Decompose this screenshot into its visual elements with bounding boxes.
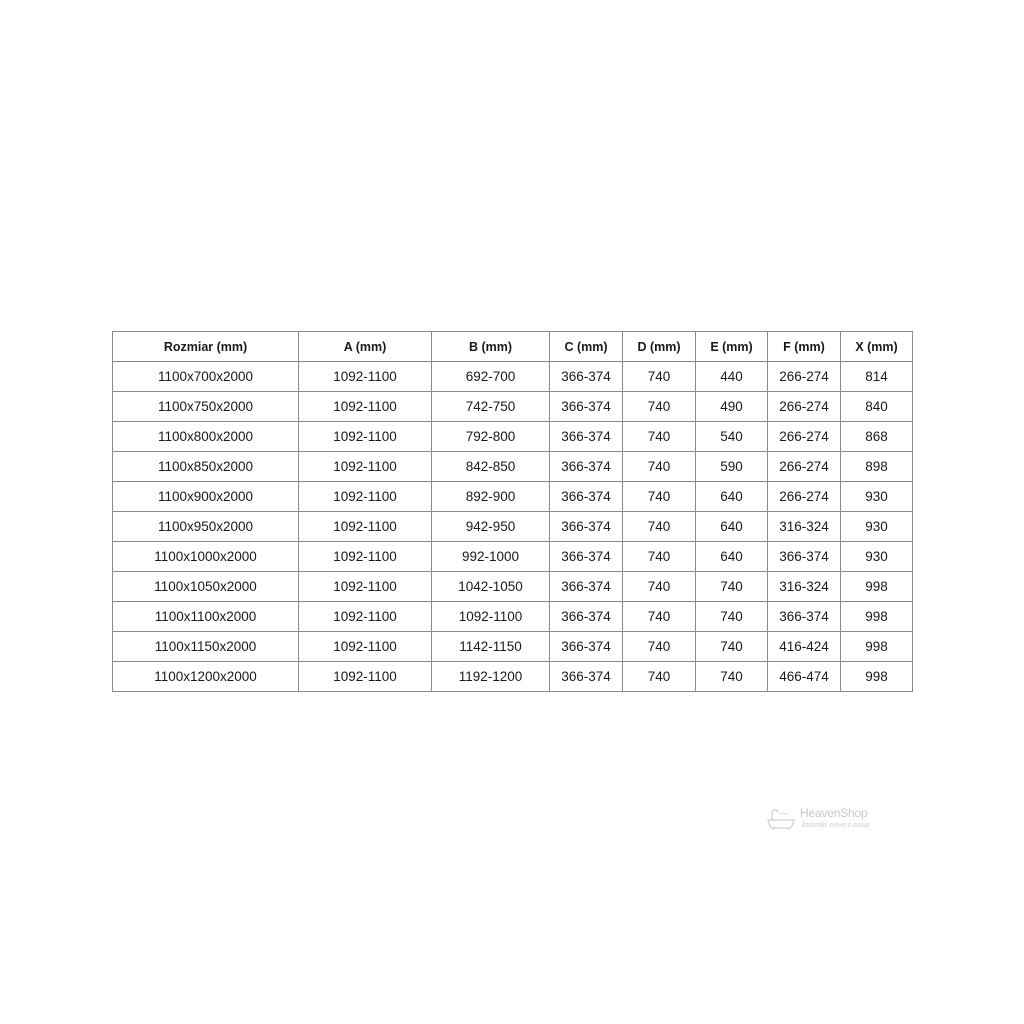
table-cell: 316-324 — [768, 512, 841, 542]
header-cell-a: A (mm) — [299, 332, 432, 362]
header-cell-c: C (mm) — [550, 332, 623, 362]
table-cell: 992-1000 — [432, 542, 550, 572]
table-cell: 1100x1100x2000 — [113, 602, 299, 632]
table-cell: 266-274 — [768, 392, 841, 422]
table-cell: 1092-1100 — [432, 602, 550, 632]
table-cell: 840 — [841, 392, 913, 422]
table-cell: 1142-1150 — [432, 632, 550, 662]
table-cell: 740 — [696, 662, 768, 692]
table-cell: 1092-1100 — [299, 572, 432, 602]
table-cell: 490 — [696, 392, 768, 422]
table-cell: 1092-1100 — [299, 482, 432, 512]
table-cell: 792-800 — [432, 422, 550, 452]
table-cell: 740 — [623, 572, 696, 602]
table-cell: 366-374 — [550, 662, 623, 692]
table-row — [113, 632, 913, 662]
table-cell: 998 — [841, 602, 913, 632]
table-cell: 1100x800x2000 — [113, 422, 299, 452]
table-cell: 898 — [841, 452, 913, 482]
table-cell: 366-374 — [768, 542, 841, 572]
table-cell: 366-374 — [550, 542, 623, 572]
table-row — [113, 662, 913, 692]
table-cell: 930 — [841, 542, 913, 572]
header-cell-d: D (mm) — [623, 332, 696, 362]
table-cell: 1100x1050x2000 — [113, 572, 299, 602]
table-cell: 740 — [623, 452, 696, 482]
table-cell: 740 — [623, 422, 696, 452]
table-cell: 1100x750x2000 — [113, 392, 299, 422]
table-cell: 998 — [841, 572, 913, 602]
header-cell-size: Rozmiar (mm) — [113, 332, 299, 362]
table-cell: 742-750 — [432, 392, 550, 422]
table-cell: 740 — [623, 542, 696, 572]
table-cell: 1092-1100 — [299, 632, 432, 662]
table-cell: 1092-1100 — [299, 542, 432, 572]
table-cell: 814 — [841, 362, 913, 392]
table-cell: 266-274 — [768, 452, 841, 482]
table-cell: 1100x1150x2000 — [113, 632, 299, 662]
table-row — [113, 452, 913, 482]
table-cell: 366-374 — [550, 602, 623, 632]
table-row — [113, 572, 913, 602]
heavenshop-watermark — [766, 805, 886, 833]
header-cell-x: X (mm) — [841, 332, 913, 362]
table-cell: 1092-1100 — [299, 512, 432, 542]
table-cell: 1100x1200x2000 — [113, 662, 299, 692]
table-cell: 1100x900x2000 — [113, 482, 299, 512]
table-cell: 740 — [623, 482, 696, 512]
table-cell: 1192-1200 — [432, 662, 550, 692]
table-cell: 1092-1100 — [299, 422, 432, 452]
table-cell: 1100x1000x2000 — [113, 542, 299, 572]
table-cell: 366-374 — [550, 392, 623, 422]
table-cell: 640 — [696, 542, 768, 572]
table-cell: 740 — [623, 602, 696, 632]
table-cell: 266-274 — [768, 422, 841, 452]
table-cell: 998 — [841, 632, 913, 662]
table-cell: 1100x950x2000 — [113, 512, 299, 542]
table-row — [113, 392, 913, 422]
dimensions-table — [112, 331, 913, 692]
table-cell: 1092-1100 — [299, 662, 432, 692]
table-cell: 930 — [841, 482, 913, 512]
table-cell: 1100x850x2000 — [113, 452, 299, 482]
table-cell: 1092-1100 — [299, 452, 432, 482]
table-cell: 366-374 — [550, 512, 623, 542]
header-cell-e: E (mm) — [696, 332, 768, 362]
table-cell: 266-274 — [768, 362, 841, 392]
table-cell: 1092-1100 — [299, 362, 432, 392]
table-cell: 366-374 — [550, 422, 623, 452]
table-cell: 740 — [623, 512, 696, 542]
table-cell: 740 — [696, 572, 768, 602]
table-cell: 942-950 — [432, 512, 550, 542]
table-cell: 998 — [841, 662, 913, 692]
table-cell: 416-424 — [768, 632, 841, 662]
watermark-name: HeavenShop — [800, 806, 868, 820]
table-row — [113, 512, 913, 542]
table-cell: 842-850 — [432, 452, 550, 482]
table-row — [113, 362, 913, 392]
table-header-row — [113, 332, 913, 362]
table-cell: 740 — [623, 632, 696, 662]
table-cell: 366-374 — [550, 482, 623, 512]
table-cell: 740 — [623, 392, 696, 422]
table-cell: 1092-1100 — [299, 602, 432, 632]
dimensions-table-container — [112, 331, 913, 692]
watermark-tagline: łazienki nowe z natur — [802, 820, 871, 829]
table-cell: 640 — [696, 512, 768, 542]
header-cell-f: F (mm) — [768, 332, 841, 362]
table-row — [113, 542, 913, 572]
table-cell: 1100x700x2000 — [113, 362, 299, 392]
table-cell: 366-374 — [550, 632, 623, 662]
table-cell: 316-324 — [768, 572, 841, 602]
table-cell: 640 — [696, 482, 768, 512]
table-cell: 740 — [623, 362, 696, 392]
table-cell: 540 — [696, 422, 768, 452]
table-cell: 930 — [841, 512, 913, 542]
table-row — [113, 422, 913, 452]
table-cell: 366-374 — [550, 452, 623, 482]
table-cell: 266-274 — [768, 482, 841, 512]
table-cell: 366-374 — [550, 362, 623, 392]
table-row — [113, 602, 913, 632]
table-cell: 440 — [696, 362, 768, 392]
table-cell: 868 — [841, 422, 913, 452]
table-cell: 740 — [696, 632, 768, 662]
table-cell: 366-374 — [550, 572, 623, 602]
table-cell: 466-474 — [768, 662, 841, 692]
table-body — [113, 362, 913, 692]
table-cell: 740 — [696, 602, 768, 632]
table-cell: 740 — [623, 662, 696, 692]
bathtub-icon — [766, 807, 798, 831]
table-cell: 1042-1050 — [432, 572, 550, 602]
table-cell: 366-374 — [768, 602, 841, 632]
table-row — [113, 482, 913, 512]
header-cell-b: B (mm) — [432, 332, 550, 362]
table-cell: 1092-1100 — [299, 392, 432, 422]
table-cell: 892-900 — [432, 482, 550, 512]
table-cell: 692-700 — [432, 362, 550, 392]
table-cell: 590 — [696, 452, 768, 482]
